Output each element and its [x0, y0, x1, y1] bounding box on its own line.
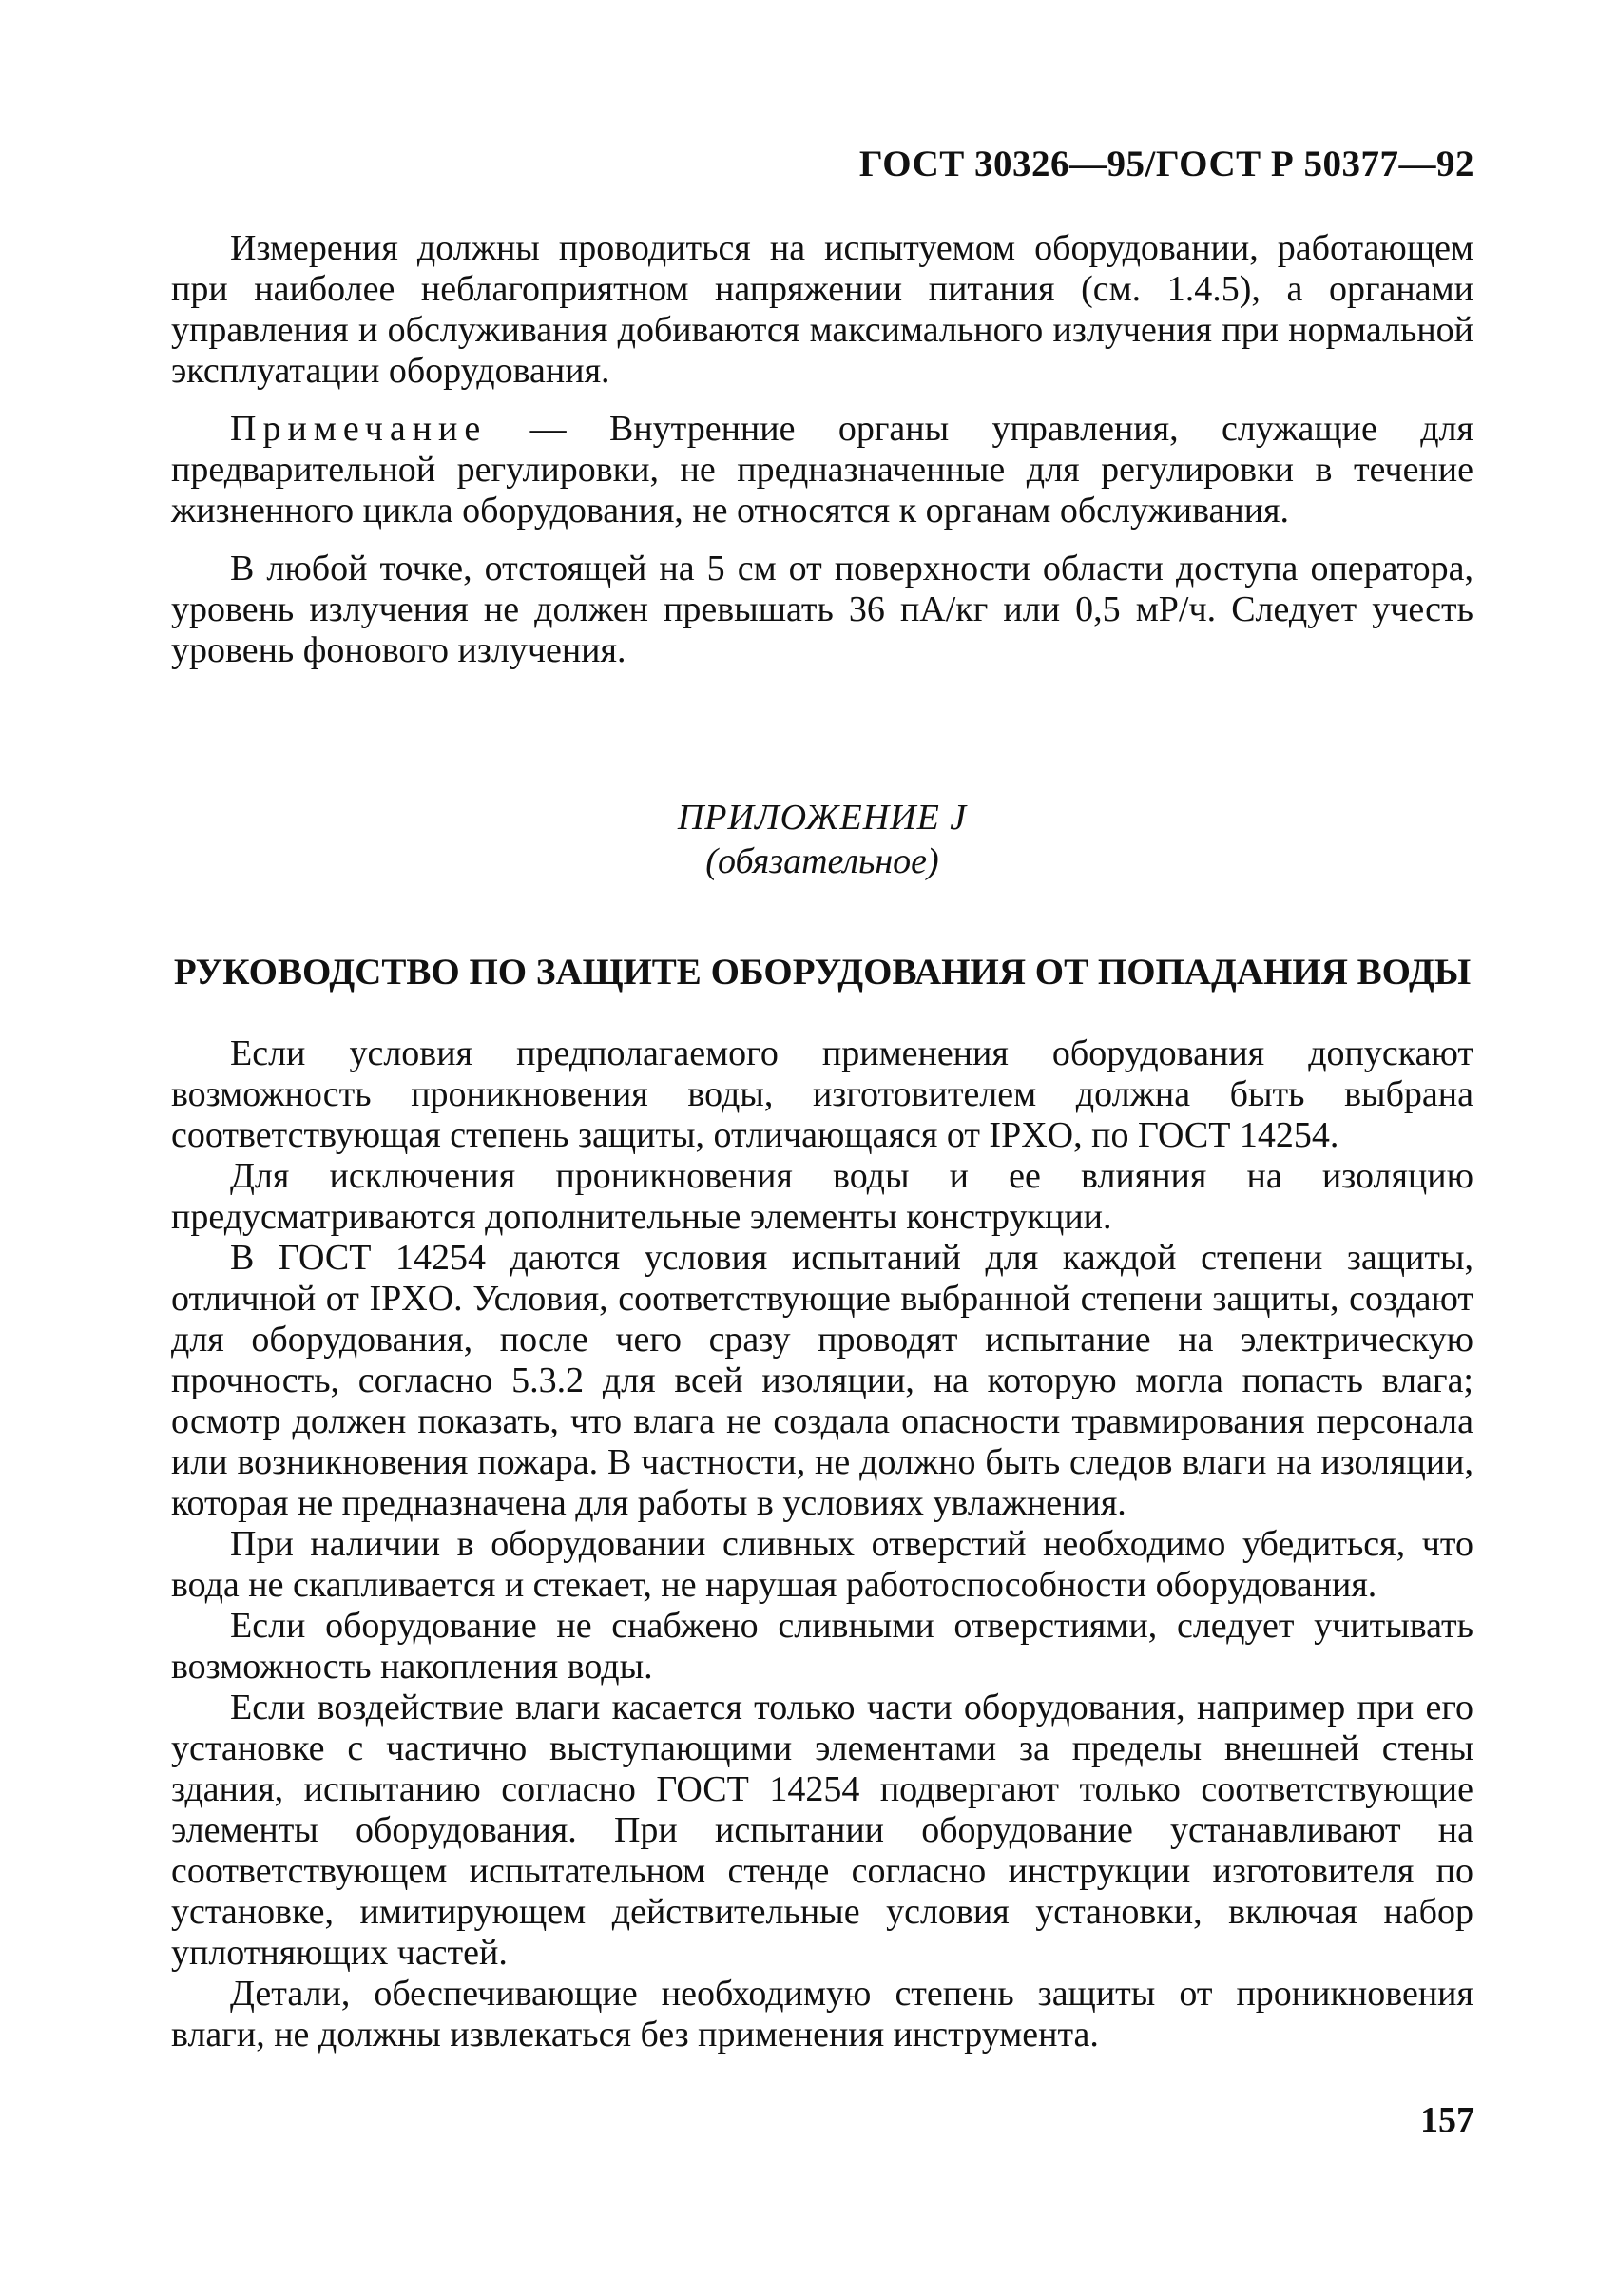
measurement-paragraph: Измерения должны проводиться на испытуемом оборудовании, работающем при наиболее неблагоприятном напряжении питания (см. 1.4.5), а органами управления и обслуживания добиваются максимального излучения при нормальной эксплуатации оборудования.	[171, 228, 1473, 391]
body-paragraph: Детали, обеспечивающие необходимую степень защиты от проникновения влаги, не должны извлекаться без применения инструмента.	[171, 1974, 1473, 2055]
intro-text-block	[171, 228, 1473, 688]
body-paragraph: Если условия предполагаемого применения оборудования допускают возможность проникновения воды, изготовителем должна быть выбрана соответствующая степень защиты, отличающаяся от IPXO, по ГОСТ 14254.	[171, 1033, 1473, 1155]
body-paragraph: Для исключения проникновения воды и ее влияния на изоляцию предусматриваются дополнительные элементы конструкции.	[171, 1156, 1473, 1237]
body-paragraph: Если оборудование не снабжено сливными отверстиями, следует учитывать возможность накопления воды.	[171, 1606, 1473, 1687]
page-number: 157	[1420, 2100, 1474, 2140]
section-heading: РУКОВОДСТВО ПО ЗАЩИТЕ ОБОРУДОВАНИЯ ОТ ПОПАДАНИЯ ВОДЫ	[173, 952, 1472, 993]
body-paragraph: При наличии в оборудовании сливных отверстий необходимо убедиться, что вода не скапливается и стекает, не нарушая работоспособности оборудования.	[171, 1524, 1473, 1605]
body-paragraph: В ГОСТ 14254 даются условия испытаний для каждой степени защиты, отличной от IPXO. Условия, соответствующие выбранной степени защиты, создают для оборудования, после чего сразу проводят испытание на электрическую прочность, согласно 5.3.2 для всей изоляции, на которую могла попасть влага; осмотр должен показать, что влага не создала опасности травмирования персонала или возникновения пожара. В частности, не должно быть следов влаги на изоляции, которая не предназначена для работы в условиях увлажнения.	[171, 1238, 1473, 1523]
body-paragraph: Если воздействие влаги касается только части оборудования, например при его установке с частично выступающими элементами за пределы внешней стены здания, испытанию согласно ГОСТ 14254 подвергают только соответствующие элементы оборудования. При испытании оборудование устанавливают на соответствующем испытательном стенде согласно инструкции изготовителя по установке, имитирующем действительные условия установки, включая набор уплотняющих частей.	[171, 1688, 1473, 1973]
document-header: ГОСТ 30326—95/ГОСТ Р 50377—92	[858, 144, 1474, 184]
appendix-subtitle: (обязательное)	[705, 841, 939, 881]
radiation-limit-paragraph: В любой точке, отстоящей на 5 см от поверхности области доступа оператора, уровень излучения не должен превышать 36 пА/кг или 0,5 мР/ч. Следует учесть уровень фонового излучения.	[171, 549, 1473, 670]
note-paragraph	[171, 409, 1473, 531]
note-text: — Внутренние органы управления, служащие для предварительной регулировки, не предназначенные для регулировки в течение жизненного цикла оборудования, не относятся к органам обслуживания.	[171, 409, 1473, 531]
appendix-title: ПРИЛОЖЕНИЕ J	[677, 798, 968, 838]
note-label: Примечание	[230, 409, 488, 449]
section-body	[171, 1033, 1473, 2055]
